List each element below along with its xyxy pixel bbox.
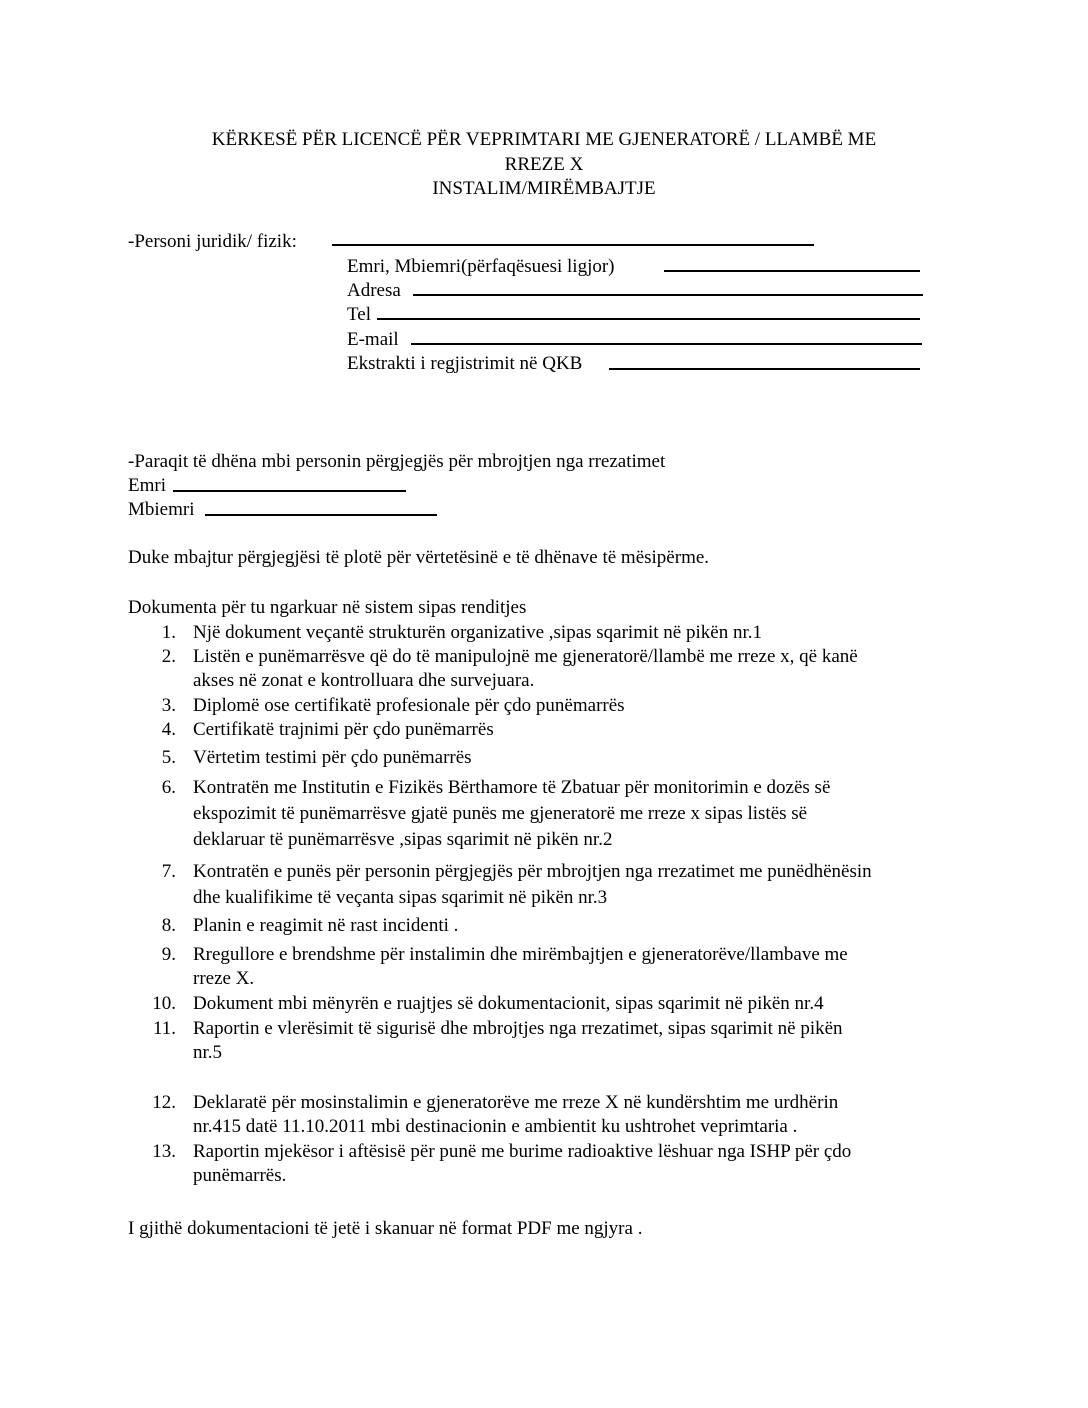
document-item-text: ekspozimit të punëmarrësve gjatë punës me gjeneratorë me rreze x sipas listës së bbox=[193, 803, 808, 824]
document-item-text: Kontratën me Institutin e Fizikës Bërthamore të Zbatuar për monitorimin e dozës së bbox=[193, 777, 831, 798]
field-qkb-extract-label: Ekstrakti i regjistrimit në QKB bbox=[347, 353, 583, 374]
document-item-number: 6. bbox=[161, 777, 176, 798]
document-item-number: 1. bbox=[161, 622, 176, 643]
field-address-label: Adresa bbox=[347, 280, 401, 301]
field-tel-line bbox=[377, 318, 920, 320]
field-email-label: E-mail bbox=[347, 329, 399, 350]
document-item-number: 12. bbox=[152, 1092, 176, 1113]
field-address-line bbox=[413, 294, 923, 296]
document-item-text: akses në zonat e kontrolluara dhe survejuara. bbox=[193, 670, 535, 691]
field-legal-representative-label: Emri, Mbiemri(përfaqësuesi ligjor) bbox=[347, 256, 615, 277]
document-item-text: Rregullore e brendshme për instalimin dhe mirëmbajtjen e gjeneratorëve/llambave me bbox=[193, 944, 848, 965]
declaration-text: Duke mbajtur përgjegjësi të plotë për vërtetësinë e të dhënave të mësipërme. bbox=[128, 547, 710, 568]
responsible-person-heading: -Paraqit të dhëna mbi personin përgjegjës për mbrojtjen nga rrezatimet bbox=[128, 451, 666, 472]
applicant-name-line bbox=[332, 244, 814, 246]
document-item-number: 11. bbox=[152, 1018, 176, 1039]
document-item-text: Një dokument veçantë strukturën organizative ,sipas sqarimit në pikën nr.1 bbox=[193, 622, 762, 643]
document-item-text: Kontratën e punës për personin përgjegjës për mbrojtjen nga rrezatimet me punëdhënësin bbox=[193, 861, 872, 882]
document-item-text: punëmarrës. bbox=[193, 1165, 287, 1186]
document-item-text: Dokument mbi mënyrën e ruajtjes së dokumentacionit, sipas sqarimit në pikën nr.4 bbox=[193, 993, 824, 1014]
documents-heading: Dokumenta për tu ngarkuar në sistem sipas renditjes bbox=[128, 597, 527, 618]
document-item-number: 9. bbox=[161, 944, 176, 965]
document-title-line-2: RREZE X bbox=[504, 154, 584, 175]
responsible-surname-label: Mbiemri bbox=[128, 499, 195, 520]
document-item-text: nr.415 datë 11.10.2011 mbi destinacionin e ambientit ku ushtrohet veprimtaria . bbox=[193, 1116, 798, 1137]
document-item-number: 13. bbox=[152, 1141, 176, 1162]
document-item-text: deklaruar të punëmarrësve ,sipas sqarimit në pikën nr.2 bbox=[193, 829, 613, 850]
document-item-number: 5. bbox=[161, 747, 176, 768]
document-item-number: 4. bbox=[161, 719, 176, 740]
responsible-name-line bbox=[173, 490, 406, 492]
document-title-line-1: KËRKESË PËR LICENCË PËR VEPRIMTARI ME GJENERATORË / LLAMBË ME bbox=[211, 129, 877, 150]
document-item-number: 10. bbox=[152, 993, 176, 1014]
document-item-number: 8. bbox=[161, 915, 176, 936]
document-item-text: Raportin e vlerësimit të sigurisë dhe mbrojtjes nga rrezatimet, sipas sqarimit në pikën bbox=[193, 1018, 843, 1039]
document-item-text: Planin e reagimit në rast incidenti . bbox=[193, 915, 459, 936]
document-item-text: Vërtetim testimi për çdo punëmarrës bbox=[193, 747, 472, 768]
document-item-text: Deklaratë për mosinstalimin e gjeneratorëve me rreze X në kundërshtim me urdhërin bbox=[193, 1092, 839, 1113]
footer-note: I gjithë dokumentacioni të jetë i skanuar në format PDF me ngjyra . bbox=[128, 1218, 643, 1239]
field-qkb-extract-line bbox=[609, 368, 920, 370]
document-item-text: nr.5 bbox=[193, 1042, 223, 1063]
field-tel-label: Tel bbox=[347, 304, 371, 325]
document-item-number: 3. bbox=[161, 695, 176, 716]
document-item-text: Listën e punëmarrësve që do të manipulojnë me gjeneratorë/llambë me rreze x, që kanë bbox=[193, 646, 858, 667]
responsible-name-label: Emri bbox=[128, 475, 166, 496]
field-email-line bbox=[411, 343, 922, 345]
document-item-number: 2. bbox=[161, 646, 176, 667]
document-item-text: Raportin mjekësor i aftësisë për punë me burime radioaktive lëshuar nga ISHP për çdo bbox=[193, 1141, 852, 1162]
field-legal-representative-line bbox=[664, 270, 920, 272]
applicant-label: -Personi juridik/ fizik: bbox=[128, 231, 297, 252]
document-item-text: dhe kualifikime të veçanta sipas sqarimit në pikën nr.3 bbox=[193, 887, 608, 908]
document-title-line-3: INSTALIM/MIRËMBAJTJE bbox=[432, 178, 656, 199]
document-item-text: rreze X. bbox=[193, 968, 255, 989]
responsible-surname-line bbox=[205, 514, 437, 516]
document-item-text: Diplomë ose certifikatë profesionale për çdo punëmarrës bbox=[193, 695, 625, 716]
document-item-number: 7. bbox=[161, 861, 176, 882]
document-item-text: Certifikatë trajnimi për çdo punëmarrës bbox=[193, 719, 494, 740]
